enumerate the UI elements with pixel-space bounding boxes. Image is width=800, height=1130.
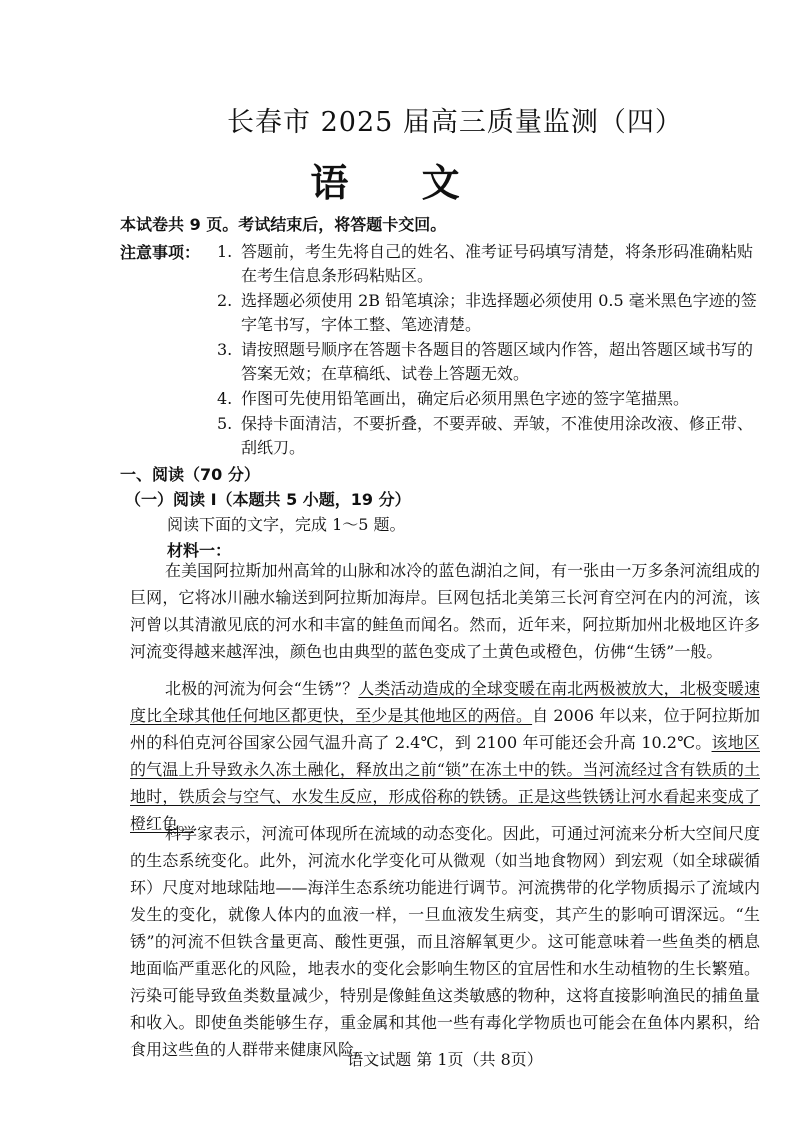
notice-item-number: 1. [217,242,233,261]
notice-item-text: 请按照题号顺序在答题卡各题目的答题区域内作答，超出答题区域书写的答案无效；在草稿纸、试卷上答题无效。 [241,340,754,383]
notice-item-number: 3. [217,340,233,359]
material-label: 材料一： [167,541,232,560]
notice-item-text: 作图可先使用铅笔画出，确定后必须用黑色字迹的签字笔描黑。 [241,389,690,408]
notice-item-number: 5. [217,414,233,433]
reading-subheading: （一）阅读 I（本题共 5 小题，19 分） [125,490,411,509]
paragraph-1: 在美国阿拉斯加州高耸的山脉和冰冷的蓝色湖泊之间，有一张由一万多条河流组成的巨网，它将冰川融水输送到阿拉斯加海岸。巨网包括北美第三长河育空河在内的河流，该河曾以其清澈见底的河水和丰富的鲑鱼而闻名。然而，近年来，阿拉斯加州北极地区许多河流变得越来越浑浊，颜色也由典型的蓝色变成了土黄色或橙色，仿佛“生锈”一般。 [130,561,760,661]
section-heading: 一、阅读（70 分） [120,465,260,484]
notice-item [120,289,760,337]
paragraph-2-data: 自 2006 年以来，位于阿拉斯加州的科伯克河谷国家公园气温升高了 2.4℃，到 2100 年可能还会升高 10.2℃。 [130,706,760,752]
notice-item-text: 选择题必须使用 2B 铅笔填涂；非选择题必须使用 0.5 毫米黑色字迹的签字笔书写，字体工整、笔迹清楚。 [241,291,757,334]
notice-item [120,240,760,288]
reading-instruction: 阅读下面的文字，完成 1～5 题。 [167,515,406,534]
subject-title: 语 文 [310,160,490,205]
notice-label: 注意事项： [120,243,201,262]
page-footer: 语文试题 第 1页（共 8页） [347,1050,543,1069]
notice-item-text: 保持卡面清洁，不要折叠，不要弄破、弄皱，不准使用涂改液、修正带、刮纸刀。 [241,414,754,457]
exam-title: 长春市 2025 届高三质量监测（四） [227,107,683,138]
exam-intro: 本试卷共 9 页。考试结束后，将答题卡交回。 [120,215,447,234]
notice-item-text: 答题前，考生先将自己的姓名、准考证号码填写清楚，将条形码准确粘贴在考生信息条形码粘贴区。 [241,242,754,285]
notice-block [120,240,760,461]
paragraph-3: 科学家表示，河流可体现所在流域的动态变化。因此，可通过河流来分析大空间尺度的生态系统变化。此外，河流水化学变化可从微观（如当地食物网）到宏观（如全球碳循环）尺度对地球陆地——海洋生态系统功能进行调节。河流携带的化学物质揭示了流域内发生的变化，就像人体内的血液一样，一旦血液发生病变，其产生的影响可谓深远。“生锈”的河流不但铁含量更高、酸性更强，而且溶解氧更少。这可能意味着一些鱼类的栖息地面临严重恶化的风险，地表水的变化会影响生物区的宜居性和水生动植物的生长繁殖。污染可能导致鱼类数量减少，特别是像鲑鱼这类敏感的物种，这将直接影响渔民的捕鱼量和收入。即使鱼类能够生存，重金属和其他一些有毒化学物质也可能会在鱼体内累积，给食用这些鱼的人群带来健康风险。 [130,824,760,1059]
notice-item-number: 4. [217,389,233,408]
paragraph-2-question: 北极的河流为何会“生锈”？ [165,679,359,698]
paragraph-2 [130,675,760,837]
notice-item [120,338,760,386]
notice-item [120,412,760,460]
underlined-sentence: 该地区的气温上升导致永久冻土融化，释放出之前“锁”在冻土中的铁。当河流经过含有铁质的土地时，铁质会与空气、水发生反应，形成俗称的铁锈。正是这些铁锈让河水看起来变成了橙红色。 [130,733,760,833]
notice-item [120,387,760,411]
underlined-sentence: 人类活动造成的全球变暖在南北两极被放大，北极变暖速度比全球其他任何地区都更快，至少是其他地区的两倍。 [130,679,760,725]
notice-item-number: 2. [217,291,233,310]
